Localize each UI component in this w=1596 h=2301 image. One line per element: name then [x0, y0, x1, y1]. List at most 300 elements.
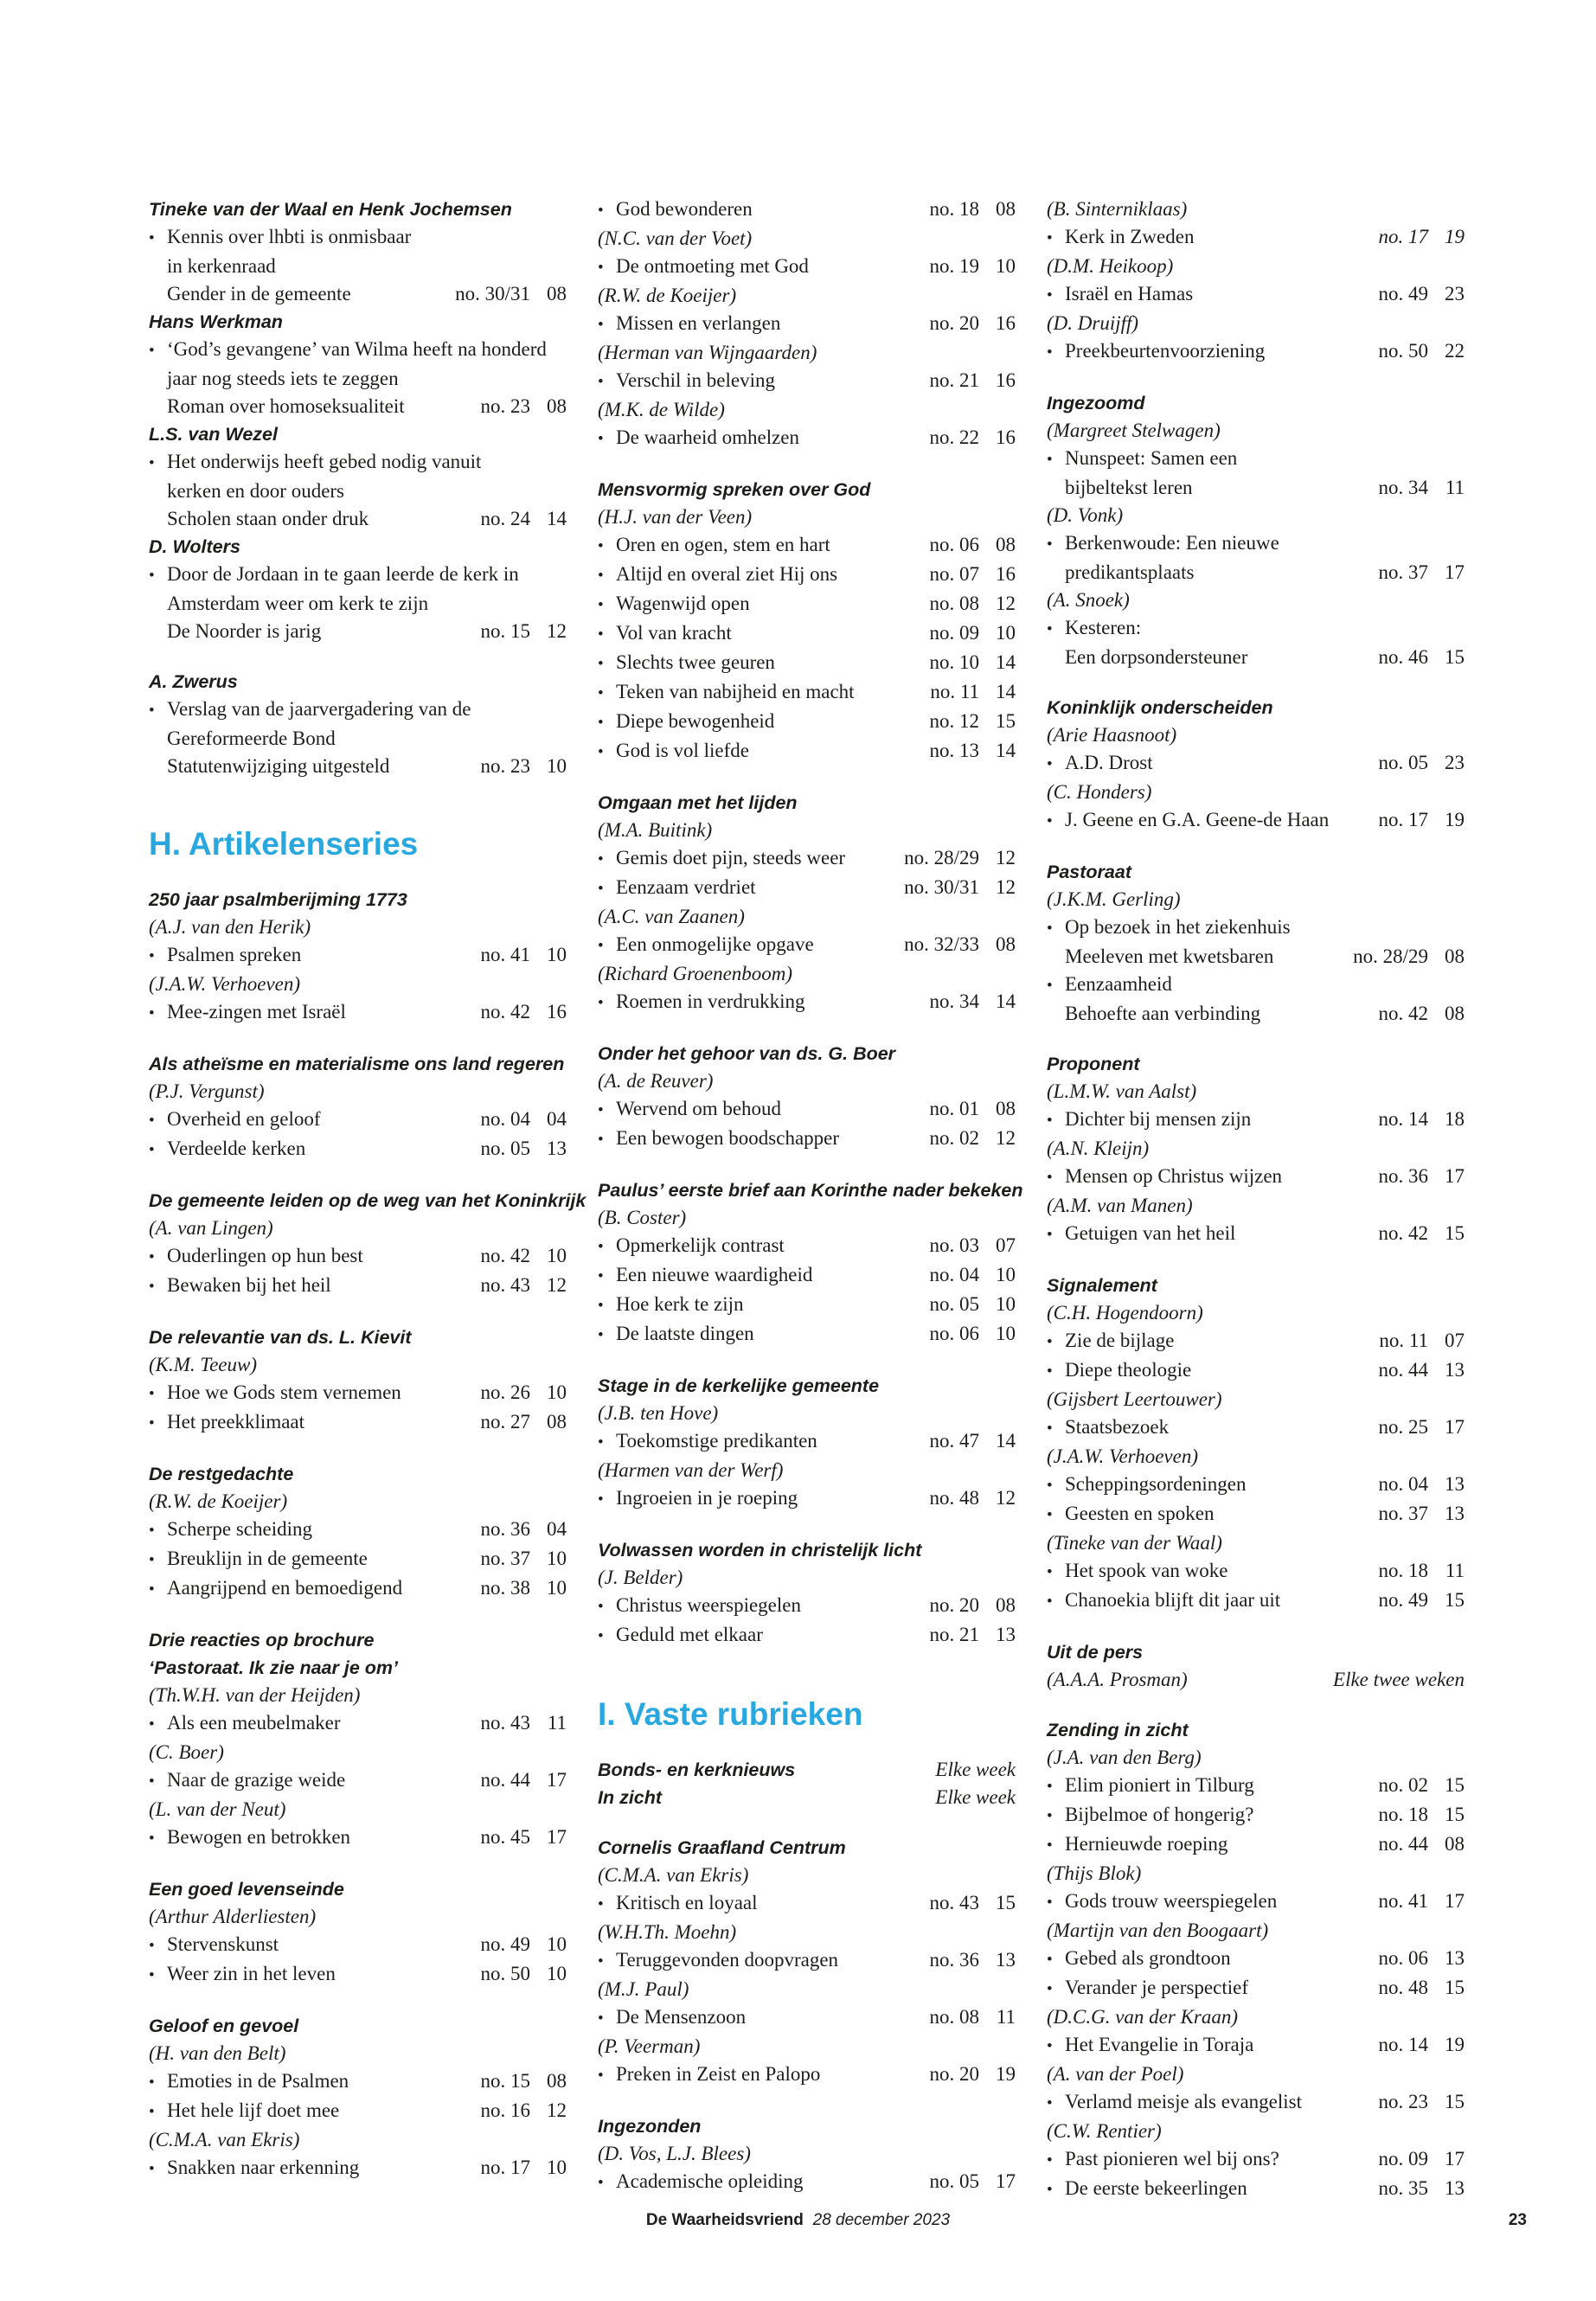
entry-title: Bewogen en betrokken: [167, 1826, 351, 1848]
byline: [1047, 1192, 1465, 1220]
rubric-name: In zicht: [598, 1787, 663, 1808]
spacer: [1047, 1616, 1465, 1638]
page-ref: 12: [996, 593, 1016, 614]
issue-number: no. 02: [929, 1127, 979, 1149]
heading-line: Koninklijk onderscheiden: [1047, 697, 1273, 718]
page-ref: 12: [547, 620, 567, 642]
index-entry: [1047, 337, 1465, 367]
byline: [1047, 195, 1465, 223]
index-entry: [1047, 2031, 1465, 2061]
byline: [1047, 586, 1465, 614]
series-heading: [149, 2012, 567, 2040]
page-ref: 08: [996, 1098, 1016, 1119]
entry-title: Eenzaam verdriet: [616, 876, 756, 898]
issue-number: no. 18: [1378, 1804, 1428, 1825]
entry-line: [598, 1621, 1016, 1650]
series-heading: [149, 195, 567, 223]
page-ref: 08: [547, 283, 567, 304]
bullet-icon: •: [149, 1278, 155, 1296]
heading-line: De restgedachte: [149, 1464, 294, 1484]
entry-title: Oren en ogen, stem en hart: [616, 534, 830, 555]
entry-title: Preekbeurtenvoorziening: [1065, 340, 1266, 362]
bullet-icon: •: [598, 1895, 604, 1913]
issue-number: no. 41: [1378, 1890, 1428, 1912]
issue-number: no. 18: [929, 198, 979, 220]
byline-author: (A. van Lingen): [149, 1217, 273, 1239]
heading-line: Ingezonden: [598, 2116, 702, 2137]
bullet-icon: •: [149, 1112, 155, 1130]
spacer: [598, 1514, 1016, 1536]
entry-title: Stervenskunst: [167, 1933, 279, 1955]
page-ref: 11: [996, 2006, 1016, 2028]
issue-number: no. 34: [1378, 477, 1428, 498]
byline: [598, 1457, 1016, 1484]
entry-line: [598, 2168, 1016, 2197]
index-entry: [149, 223, 567, 308]
index-entry: [149, 695, 567, 780]
byline-author: (P.J. Vergunst): [149, 1080, 265, 1102]
entry-line: [1047, 1356, 1465, 1386]
index-entry: [598, 931, 1016, 960]
byline-author: (Harmen van der Werf): [598, 1459, 784, 1481]
bullet-icon: •: [1047, 1420, 1053, 1438]
heading-line: Paulus’ eerste brief aan Korinthe nader bekeken: [598, 1180, 1023, 1201]
entry-title: Weer zin in het leven: [167, 1963, 336, 1984]
entry-title: Diepe theologie: [1065, 1359, 1192, 1381]
entry-line: [1047, 1500, 1465, 1529]
entry-line: [598, 310, 1016, 339]
issue-number: no. 24: [480, 508, 530, 529]
issue-number: no. 30/31: [904, 876, 979, 898]
entry-title: Kerk in Zweden: [1065, 226, 1195, 247]
page-ref: 08: [1445, 1003, 1465, 1024]
page-ref: 17: [1445, 1416, 1465, 1438]
byline-author: (D. Druijff): [1047, 312, 1139, 334]
bullet-icon: •: [1047, 2181, 1053, 2199]
issue-number: no. 35: [1378, 2177, 1428, 2199]
issue-number: no. 14: [1378, 1108, 1428, 1130]
spacer: [1047, 1694, 1465, 1716]
heading-line: D. Wolters: [149, 536, 240, 557]
entry-title: Geduld met elkaar: [616, 1624, 763, 1645]
entry-title: Hoe kerk te zijn: [616, 1293, 744, 1315]
entry-line: [1047, 559, 1465, 586]
byline-author: (J.B. ten Hove): [598, 1402, 719, 1424]
entry-line: [598, 253, 1016, 282]
heading-line: Volwassen worden in christelijk licht: [598, 1540, 922, 1561]
issue-number: no. 17: [1378, 809, 1428, 830]
entry-title: Psalmen spreken: [167, 944, 302, 965]
issue-number: no. 43: [480, 1712, 530, 1734]
entry-title: Ouderlingen op hun best: [167, 1245, 363, 1266]
issue-number: no. 38: [480, 1577, 530, 1599]
index-entry: [598, 2061, 1016, 2090]
frequency-note: Elke twee weken: [1333, 1669, 1465, 1690]
entry-line: [598, 1291, 1016, 1320]
series-heading: [598, 789, 1016, 817]
page-ref: 08: [547, 395, 567, 417]
page-ref: 08: [996, 1594, 1016, 1616]
entry-line: [598, 1232, 1016, 1261]
issue-number: no. 37: [480, 1548, 530, 1569]
issue-number: no. 07: [929, 563, 979, 585]
byline-author: (J.A. van den Berg): [1047, 1747, 1202, 1768]
byline: [149, 2040, 567, 2067]
issue-number: no. 15: [480, 620, 530, 642]
issue-number: no. 44: [1378, 1833, 1428, 1855]
bullet-icon: •: [149, 1522, 155, 1540]
series-heading: [1047, 1050, 1465, 1078]
bullet-icon: •: [149, 567, 155, 585]
issue-number: no. 42: [480, 1245, 530, 1266]
index-entry: [598, 1427, 1016, 1457]
index-entry: [149, 1545, 567, 1574]
index-entry: [1047, 1945, 1465, 1974]
byline: [149, 1739, 567, 1766]
page-ref: 13: [1445, 1503, 1465, 1524]
index-entry: [598, 649, 1016, 678]
entry-title: Elim pioniert in Tilburg: [1065, 1774, 1254, 1796]
entry-line: [149, 253, 567, 280]
index-entry: [1047, 1801, 1465, 1830]
byline-author: (B. Coster): [598, 1207, 687, 1228]
index-entry: [1047, 2145, 1465, 2175]
byline-author: (Margreet Stelwagen): [1047, 420, 1221, 441]
issue-number: no. 36: [480, 1518, 530, 1540]
page-ref: 04: [547, 1518, 567, 1540]
entry-line: [149, 618, 567, 645]
index-entry: [1047, 806, 1465, 836]
entry-title: Gebed als grondtoon: [1065, 1947, 1231, 1969]
bullet-icon: •: [598, 1297, 604, 1315]
spacer: [598, 1154, 1016, 1176]
entry-title: Meeleven met kwetsbaren: [1065, 945, 1274, 967]
entry-line: [149, 505, 567, 533]
page-ref: 13: [1445, 1947, 1465, 1969]
entry-title: Preken in Zeist en Palopo: [616, 2063, 821, 2085]
entry-line: [149, 1135, 567, 1164]
page-ref: 15: [1445, 1222, 1465, 1244]
entry-line: [598, 708, 1016, 737]
page-ref: 10: [996, 622, 1016, 644]
heading-line: ‘Pastoraat. Ik zie naar je om’: [149, 1657, 398, 1678]
entry-line: [1047, 1220, 1465, 1249]
entry-title: Dichter bij mensen zijn: [1065, 1108, 1252, 1130]
column-3: [1047, 195, 1465, 2204]
bullet-icon: •: [1047, 1169, 1053, 1187]
entry-title: Slechts twee geuren: [616, 651, 775, 673]
page-ref: 08: [996, 198, 1016, 220]
entry-title: Gods trouw weerspiegelen: [1065, 1890, 1278, 1912]
page-ref: 15: [1445, 1977, 1465, 1998]
page-ref: 18: [1445, 1108, 1465, 1130]
entry-title: Scholen staan onder druk: [167, 508, 369, 529]
issue-number: no. 06: [929, 534, 979, 555]
spacer: [149, 1301, 567, 1324]
issue-date: 28 december 2023: [812, 2211, 951, 2229]
heading-line: Tineke van der Waal en Henk Jochemsen: [149, 199, 512, 220]
index-entry: [149, 1960, 567, 1990]
byline: [598, 1067, 1016, 1095]
bullet-icon: •: [149, 1141, 155, 1159]
issue-number: no. 44: [1378, 1359, 1428, 1381]
entry-title: Bijbelmoe of hongerig?: [1065, 1804, 1254, 1825]
entry-line: [149, 1823, 567, 1853]
index-entry: [149, 1272, 567, 1301]
entry-line: [598, 1889, 1016, 1919]
entry-line: [1047, 806, 1465, 836]
page-ref: 07: [1445, 1330, 1465, 1351]
entry-line: [1047, 1888, 1465, 1917]
entry-line: [598, 1946, 1016, 1976]
heading-line: Uit de pers: [1047, 1642, 1144, 1663]
index-entry: [1047, 445, 1465, 502]
bullet-icon: •: [598, 1267, 604, 1285]
series-heading: [149, 533, 567, 561]
bullet-icon: •: [1047, 1951, 1053, 1969]
spacer: [149, 1853, 567, 1875]
byline: [1047, 2003, 1465, 2031]
entry-line: [149, 2067, 567, 2097]
page-ref: 10: [996, 1323, 1016, 1344]
issue-number: no. 16: [480, 2099, 530, 2121]
page-ref: 14: [996, 990, 1016, 1012]
index-entry: [598, 310, 1016, 339]
issue-number: no. 10: [929, 651, 979, 673]
bullet-icon: •: [1047, 1226, 1053, 1244]
page-ref: 10: [547, 755, 567, 777]
index-entry: [1047, 223, 1465, 253]
page-ref: 17: [547, 1826, 567, 1848]
bullet-icon: •: [1047, 1333, 1053, 1351]
entry-title: Het onderwijs heeft gebed nodig vanuit: [167, 451, 482, 472]
bullet-icon: •: [1047, 1362, 1053, 1381]
entry-line: [598, 590, 1016, 619]
issue-number: no. 08: [929, 593, 979, 614]
index-entry: [1047, 1830, 1465, 1860]
entry-line: [598, 1427, 1016, 1457]
entry-title: Emoties in de Psalmen: [167, 2070, 349, 2092]
bullet-icon: •: [149, 1004, 155, 1022]
entry-line: [598, 367, 1016, 396]
issue-number: no. 05: [929, 1293, 979, 1315]
issue-number: no. 50: [1378, 340, 1428, 362]
series-heading: [149, 1460, 567, 1488]
issue-number: no. 23: [1378, 2091, 1428, 2112]
byline-author: (Tineke van der Waal): [1047, 1532, 1222, 1554]
index-entry: [149, 2067, 567, 2097]
bullet-icon: •: [598, 1627, 604, 1645]
page-ref: 14: [996, 1430, 1016, 1452]
bullet-icon: •: [598, 2009, 604, 2028]
entry-line: [598, 1095, 1016, 1125]
issue-number: no. 21: [929, 1624, 979, 1645]
byline: [149, 2126, 567, 2154]
index-columns: [149, 195, 1465, 2204]
column-2: [598, 195, 1023, 2197]
bullet-icon: •: [149, 342, 155, 360]
entry-line: [149, 941, 567, 971]
entry-title: Als een meubelmaker: [167, 1712, 341, 1734]
byline-author: (H.J. van der Veen): [598, 506, 753, 528]
page-ref: 07: [996, 1234, 1016, 1256]
bullet-icon: •: [1047, 451, 1053, 469]
byline: [1047, 1666, 1465, 1694]
heading-line: Ingezoomd: [1047, 393, 1145, 413]
entry-title: ‘God’s gevangene’ van Wilma heeft na honderd: [167, 338, 547, 360]
bullet-icon: •: [1047, 535, 1053, 554]
bullet-icon: •: [149, 454, 155, 472]
entry-line: [149, 365, 567, 393]
index-entry: [149, 1823, 567, 1853]
entry-line: [149, 1106, 567, 1135]
frequency-note: Elke week: [935, 1759, 1016, 1780]
byline-author: (J.A.W. Verhoeven): [149, 973, 300, 995]
byline-author: (D.M. Heikoop): [1047, 255, 1174, 277]
index-entry: [149, 1135, 567, 1164]
byline-author: (J.A.W. Verhoeven): [1047, 1445, 1198, 1467]
issue-number: no. 11: [1379, 1330, 1428, 1351]
page-ref: 10: [547, 1548, 567, 1569]
page-ref: 11: [1445, 477, 1465, 498]
entry-line: [1047, 971, 1465, 1000]
entry-title: De waarheid omhelzen: [616, 426, 800, 448]
page-ref: 16: [996, 426, 1016, 448]
bullet-icon: •: [598, 1952, 604, 1971]
bullet-icon: •: [1047, 1593, 1053, 1611]
spacer: [1047, 1249, 1465, 1272]
bullet-icon: •: [149, 1715, 155, 1734]
bullet-icon: •: [149, 702, 155, 720]
issue-number: no. 32/33: [904, 933, 979, 955]
bullet-icon: •: [1047, 1980, 1053, 1998]
byline-author: (A. Snoek): [1047, 589, 1130, 611]
page-ref: 15: [1445, 646, 1465, 668]
entry-line: [1047, 474, 1465, 502]
page-ref: 15: [996, 1892, 1016, 1913]
index-entry: [598, 678, 1016, 708]
issue-number: no. 20: [929, 1594, 979, 1616]
byline: [149, 1682, 567, 1709]
spacer: [598, 1811, 1016, 1834]
index-entry: [1047, 1557, 1465, 1586]
byline: [1047, 253, 1465, 280]
byline: [598, 1564, 1016, 1592]
entry-title: Altijd en overal ziet Hij ons: [616, 563, 838, 585]
entry-title: A.D. Drost: [1065, 752, 1153, 773]
page-ref: 04: [547, 1108, 567, 1130]
entry-title: God is vol liefde: [616, 740, 749, 761]
bullet-icon: •: [149, 1580, 155, 1599]
entry-title: Gereformeerde Bond: [167, 727, 336, 749]
page-ref: 11: [1445, 1560, 1465, 1581]
byline: [598, 903, 1016, 931]
series-heading: [149, 1324, 567, 1351]
issue-number: no. 04: [480, 1108, 530, 1130]
bullet-icon: •: [598, 994, 604, 1012]
bullet-icon: •: [598, 2067, 604, 2085]
byline: [1047, 1078, 1465, 1106]
issue-number: no. 37: [1378, 561, 1428, 583]
entry-line: [149, 2154, 567, 2183]
byline-author: (C. Boer): [149, 1741, 224, 1763]
series-heading: [1047, 389, 1465, 417]
byline-author: (J. Belder): [598, 1567, 683, 1588]
bullet-icon: •: [1047, 812, 1053, 830]
index-entry: [1047, 2175, 1465, 2204]
issue-number: no. 06: [1378, 1947, 1428, 1969]
index-entry: [598, 367, 1016, 396]
index-entry: [598, 561, 1016, 590]
series-heading: [149, 308, 567, 336]
index-entry: [149, 561, 567, 645]
entry-line: [598, 531, 1016, 561]
entry-title: Teken van nabijheid en macht: [616, 681, 855, 702]
index-entry: [149, 1709, 567, 1739]
issue-number: no. 26: [480, 1381, 530, 1403]
entry-title: Geesten en spoken: [1065, 1503, 1215, 1524]
issue-number: no. 20: [929, 2063, 979, 2085]
bullet-icon: •: [598, 880, 604, 898]
page-ref: 13: [1445, 1473, 1465, 1495]
series-heading: [1047, 1638, 1465, 1666]
entry-line: [1047, 1413, 1465, 1443]
entry-title: Christus weerspiegelen: [616, 1594, 801, 1616]
heading-line: Stage in de kerkelijke gemeente: [598, 1375, 880, 1396]
issue-number: no. 01: [929, 1098, 979, 1119]
byline-author: (C.M.A. van Ekris): [149, 2129, 300, 2150]
heading-line: Hans Werkman: [149, 311, 283, 332]
series-heading: [598, 476, 1016, 503]
page-ref: 08: [996, 933, 1016, 955]
entry-line: [149, 1379, 567, 1408]
entry-title: Behoefte aan verbinding: [1065, 1003, 1261, 1024]
page-ref: 10: [547, 1933, 567, 1955]
byline-author: (B. Sinterniklaas): [1047, 198, 1188, 220]
index-entry: [1047, 749, 1465, 779]
bullet-icon: •: [598, 625, 604, 644]
byline: [1047, 1135, 1465, 1163]
byline-author: (J.K.M. Gerling): [1047, 888, 1181, 910]
entry-title: De Mensenzoon: [616, 2006, 747, 2028]
bullet-icon: •: [149, 2103, 155, 2121]
issue-number: no. 41: [480, 944, 530, 965]
page-ref: 08: [996, 534, 1016, 555]
entry-line: [1047, 644, 1465, 671]
page-ref: 13: [996, 1949, 1016, 1971]
bullet-icon: •: [1047, 1778, 1053, 1796]
entry-title: Mee-zingen met Israël: [167, 1001, 346, 1022]
page-ref: 17: [1445, 1890, 1465, 1912]
byline-author: (Gijsbert Leertouwer): [1047, 1388, 1222, 1410]
issue-number: no. 05: [480, 1138, 530, 1159]
entry-title: Hernieuwde roeping: [1065, 1833, 1228, 1855]
entry-line: [598, 678, 1016, 708]
entry-title: Ingroeien in je roeping: [616, 1487, 798, 1509]
page-ref: 11: [547, 1712, 567, 1734]
series-heading: [1047, 694, 1465, 721]
bullet-icon: •: [1047, 343, 1053, 362]
bullet-icon: •: [598, 567, 604, 585]
index-entry: [598, 1095, 1016, 1125]
series-heading: [598, 1536, 1016, 1564]
entry-title: J. Geene en G.A. Geene-de Haan: [1065, 809, 1330, 830]
spacer: [1047, 1028, 1465, 1050]
frequency-note: Elke week: [935, 1786, 1016, 1808]
issue-number: no. 36: [929, 1949, 979, 1971]
bullet-icon: •: [149, 1385, 155, 1403]
entry-line: [1047, 1557, 1465, 1586]
